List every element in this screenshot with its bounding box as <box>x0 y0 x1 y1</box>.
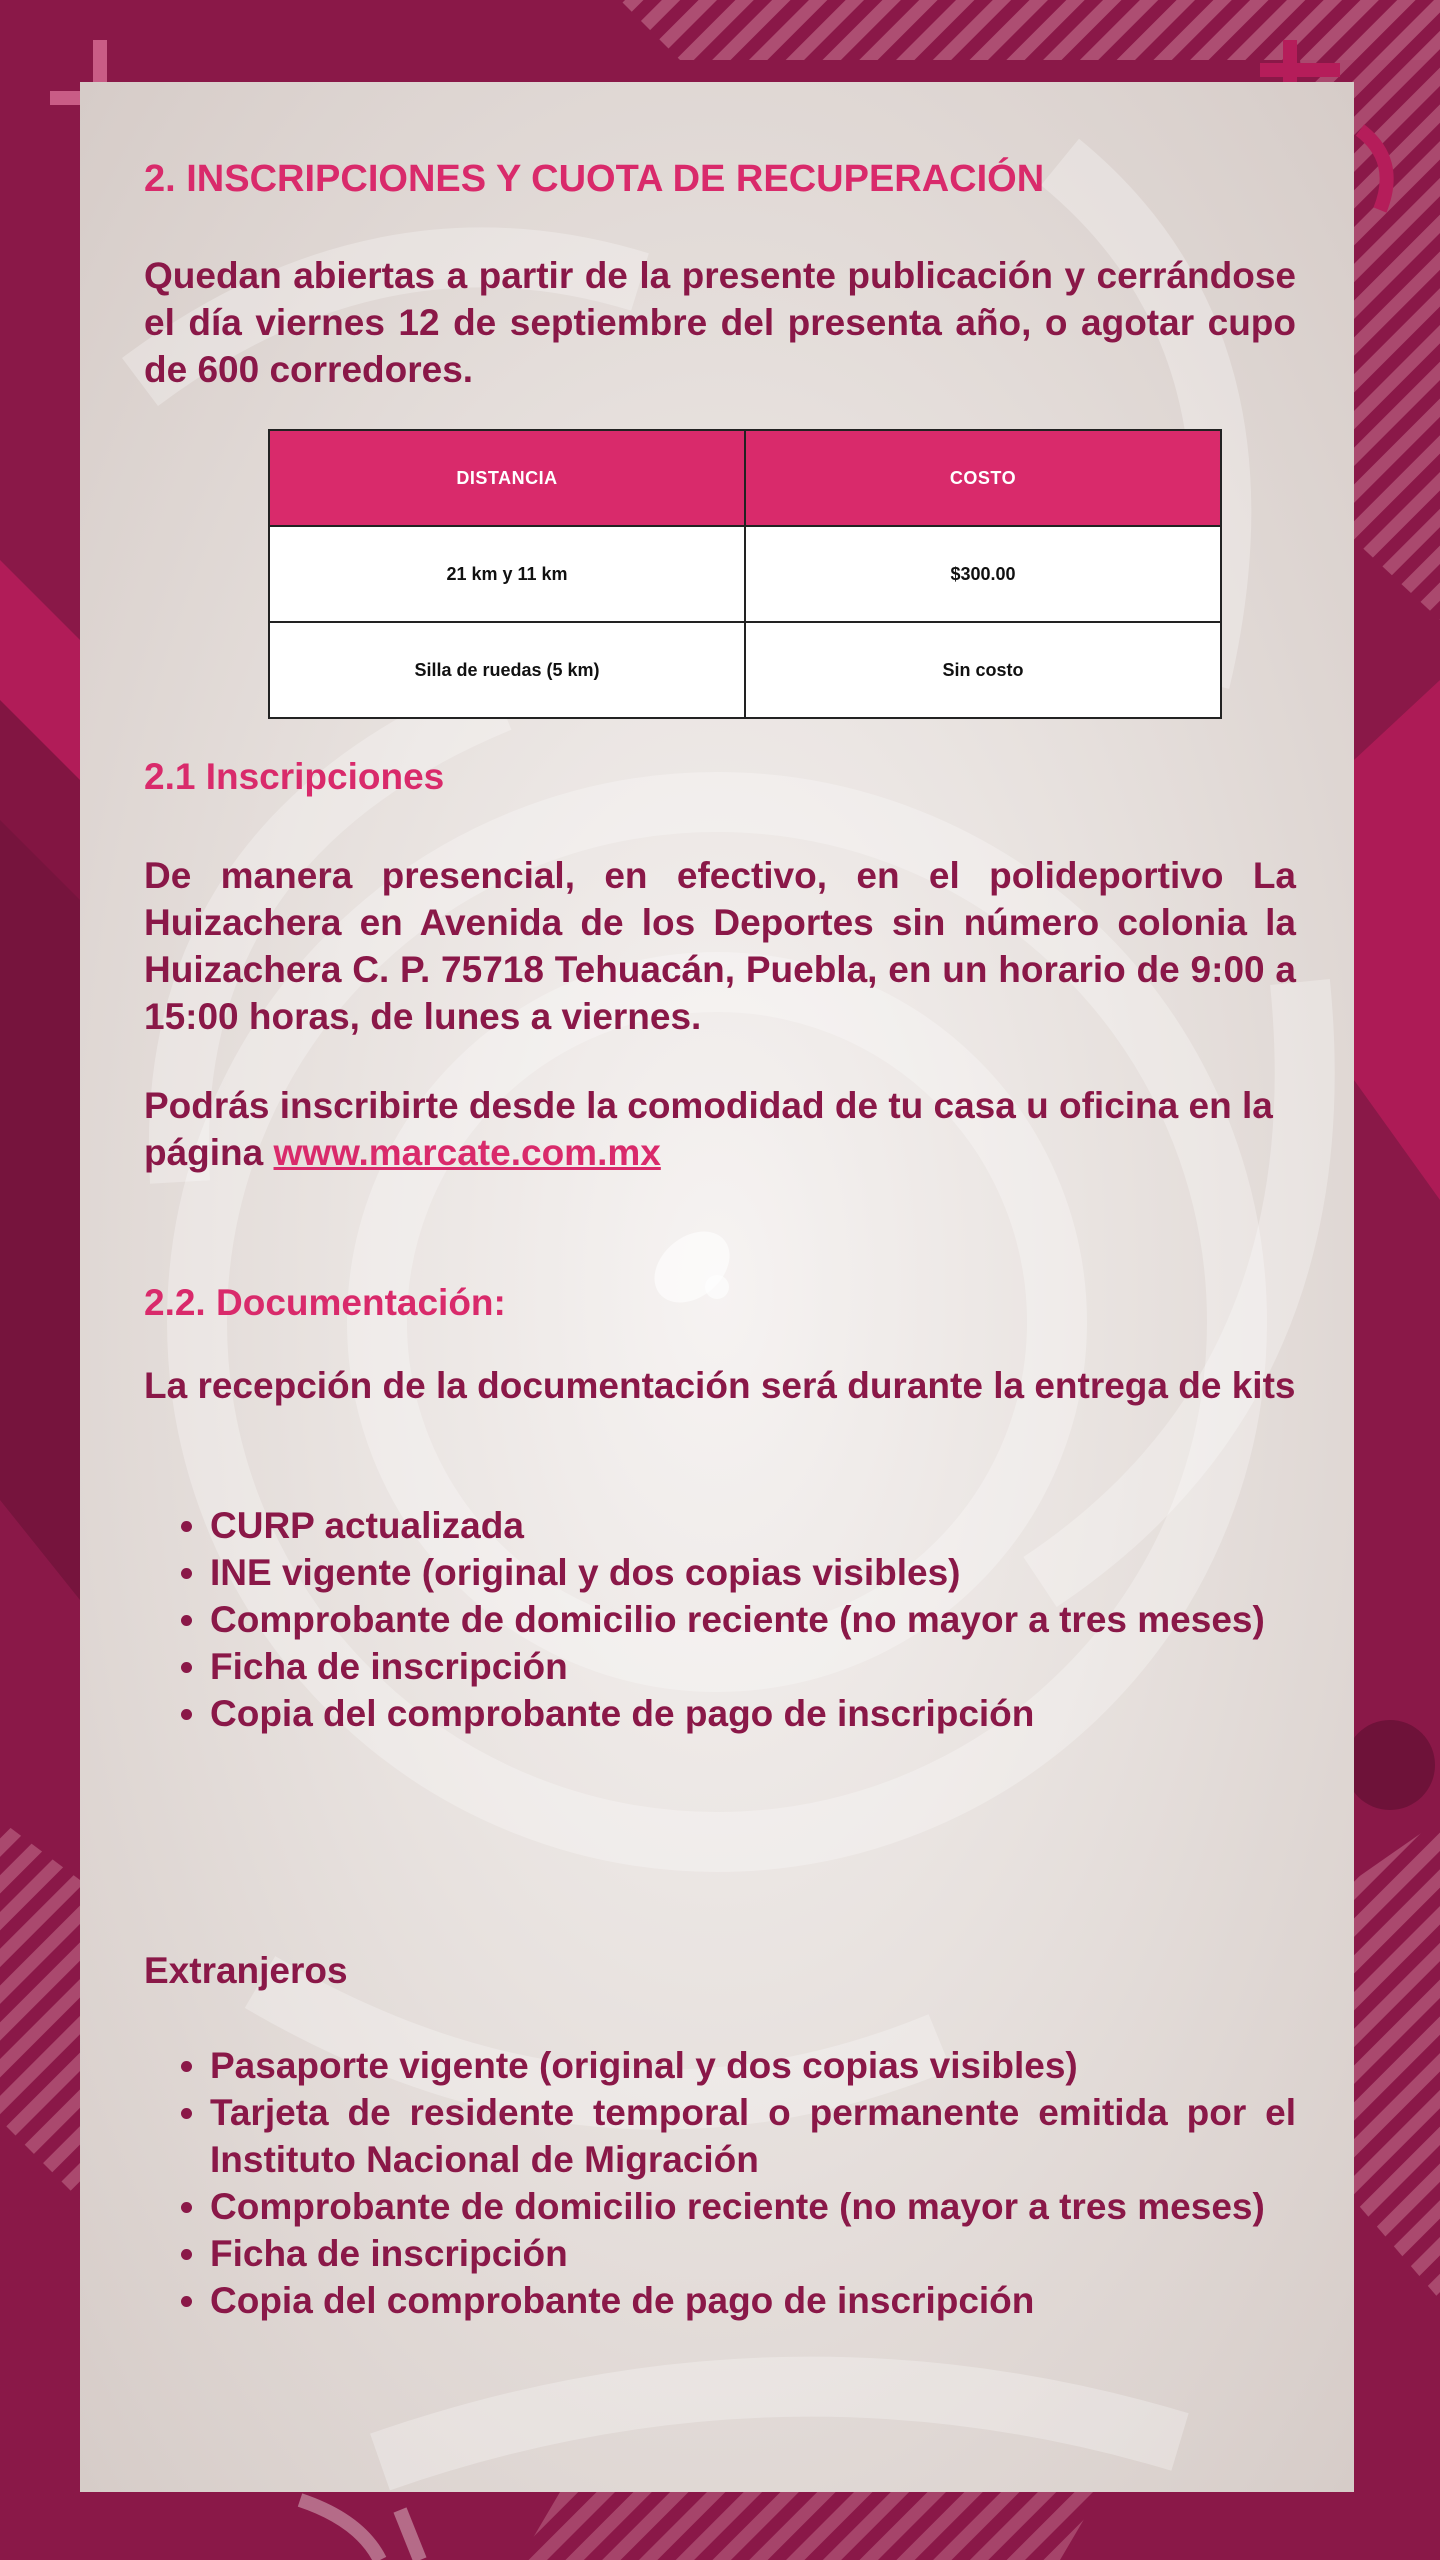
table-header-row <box>269 430 1221 526</box>
table-cell: $300.00 <box>745 526 1221 622</box>
list-item: • Ficha de inscripción <box>210 1643 1296 1690</box>
list-item: • Pasaporte vigente (original y dos copias visibles) <box>210 2042 1296 2089</box>
intro-paragraph: Quedan abiertas a partir de la presente publicación y cerrándose el día viernes 12 de septiembre del presenta año, o agotar cupo de 600 corredores. <box>144 255 1296 390</box>
list-item: • Tarjeta de residente temporal o permanente emitida por el Instituto Nacional de Migración <box>210 2089 1296 2183</box>
extranjeros-list <box>144 2042 1296 2324</box>
online-paragraph <box>144 1082 1296 1176</box>
list-item: • Copia del comprobante de pago de inscripción <box>210 1690 1296 1737</box>
list-item: • Copia del comprobante de pago de inscripción <box>210 2277 1296 2324</box>
header-distancia: DISTANCIA <box>269 430 745 526</box>
cost-table <box>268 429 1222 719</box>
presencial-paragraph: De manera presencial, en efectivo, en el polideportivo La Huizachera en Avenida de los Deportes sin número colonia la Huizachera C. P. 75718 Tehuacán, Puebla, en un horario de 9:00 a 15:00 horas, de lunes a viernes. <box>144 855 1296 1037</box>
list-item: • INE vigente (original y dos copias visibles) <box>210 1549 1296 1596</box>
header-costo: COSTO <box>745 430 1221 526</box>
inscripciones-heading: 2.1 Inscripciones <box>144 756 445 797</box>
table-row <box>269 622 1221 718</box>
marcate-link[interactable]: www.marcate.com.mx <box>273 1132 661 1173</box>
list-item: • Comprobante de domicilio reciente (no mayor a tres meses) <box>210 2183 1296 2230</box>
section-title: 2. INSCRIPCIONES Y CUOTA DE RECUPERACIÓN <box>144 158 1045 200</box>
table-cell: Silla de ruedas (5 km) <box>269 622 745 718</box>
documentacion-heading: 2.2. Documentación: <box>144 1282 506 1323</box>
table-cell: Sin costo <box>745 622 1221 718</box>
extranjeros-heading: Extranjeros <box>144 1950 348 1991</box>
documentacion-list <box>144 1502 1296 1737</box>
table-cell: 21 km y 11 km <box>269 526 745 622</box>
online-text: Podrás inscribirte desde la comodidad de tu casa u oficina en la página <box>144 1085 1273 1173</box>
content-panel <box>80 82 1354 2492</box>
documentacion-intro: La recepción de la documentación será durante la entrega de kits <box>144 1365 1296 1406</box>
list-item: • Comprobante de domicilio reciente (no mayor a tres meses) <box>210 1596 1296 1643</box>
list-item: • Ficha de inscripción <box>210 2230 1296 2277</box>
list-item: • CURP actualizada <box>210 1502 1296 1549</box>
table-row <box>269 526 1221 622</box>
